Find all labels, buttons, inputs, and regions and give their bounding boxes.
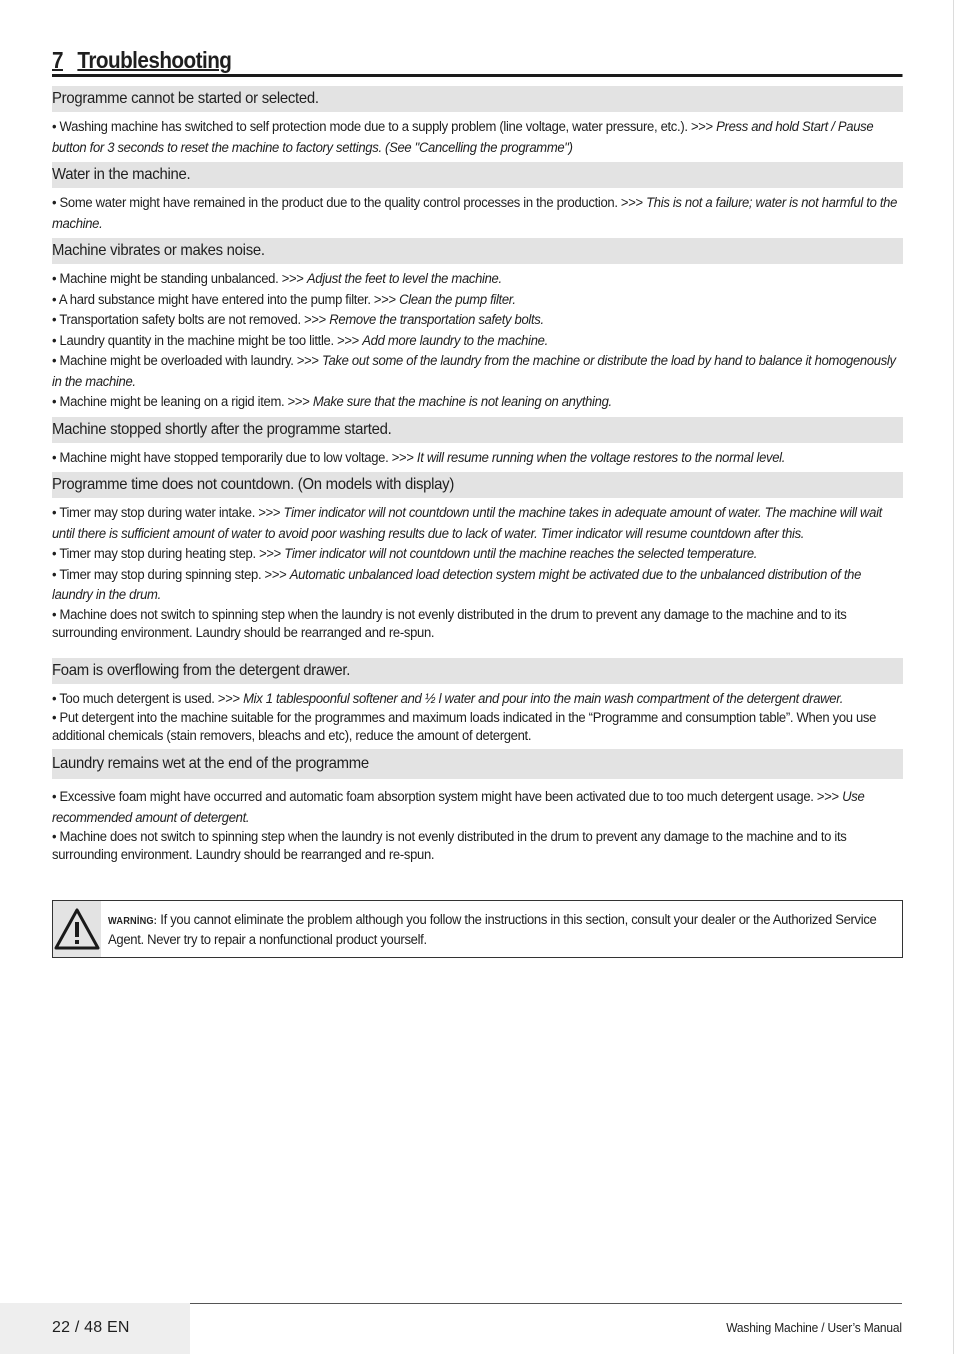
list-item: • Excessive foam might have occurred and automatic foam absorption system might have been activated due to too much detergent usage. >>> Use recommended amount of detergent. <box>52 789 865 826</box>
list-item: • Machine might have stopped temporarily due to low voltage. >>> It will resume running when the voltage restores to the normal level. <box>52 449 786 466</box>
section-heading: Foam is overflowing from the detergent drawer. <box>52 658 903 684</box>
section-vibrates-noise <box>52 238 903 417</box>
list-item: • Washing machine has switched to self protection mode due to a supply problem (line voltage, water pressure, etc.). >>> Press and hold Start / Pause button for 3 seconds to reset the machine to factory settings. (See "Cancelling the programme") <box>52 119 874 156</box>
section-heading: Water in the machine. <box>52 162 903 188</box>
footer-divider <box>190 1303 902 1304</box>
list-item: • Too much detergent is used. >>> Mix 1 tablespoonful softener and ½ l water and pour into the main wash compartment of the detergent drawer. <box>52 690 844 707</box>
warning-body: If you cannot eliminate the problem although you follow the instructions in this section, consult your dealer or the Authorized Service Agent. Never try to repair a nonfunctional product yourself. <box>108 912 877 948</box>
warning-label: WARNİNG: <box>108 916 158 927</box>
page-number: 22 / 48 EN <box>52 1319 130 1336</box>
list-item: • Machine does not switch to spinning step when the laundry is not evenly distributed in the drum to prevent any damage to the machine and to its surrounding environment. Laundry should be rearranged and re-spun. <box>52 829 847 863</box>
section-heading: Programme cannot be started or selected. <box>52 86 903 112</box>
section-programme-not-started <box>52 86 903 162</box>
list-item: • Timer may stop during water intake. >>> Timer indicator will not countdown until the machine takes in adequate amount of water. The machine will wait until there is sufficient amount of water to avoid poor washing results due to lack of water. Timer indicator will resume countdown after this. <box>52 505 882 542</box>
chapter-title: Troubleshooting <box>77 47 232 73</box>
section-foam-overflowing <box>52 658 903 750</box>
document-title: Washing Machine / User’s Manual <box>726 1320 902 1335</box>
warning-text <box>101 901 954 957</box>
warning-triangle-icon <box>53 907 101 951</box>
section-laundry-wet <box>52 749 903 868</box>
list-item: • Transportation safety bolts are not removed. >>> Remove the transportation safety bolts. <box>52 312 544 328</box>
list-item: • Timer may stop during heating step. >>> Timer indicator will not countdown until the machine reaches the selected temperature. <box>52 546 758 562</box>
list-item: • Machine does not switch to spinning step when the laundry is not evenly distributed in the drum to prevent any damage to the machine and to its surrounding environment. Laundry should be rearranged and re-spun. <box>52 606 847 641</box>
section-heading: Machine vibrates or makes noise. <box>52 238 903 264</box>
list-item: • Timer may stop during spinning step. >>> Automatic unbalanced load detection system might be activated due to the unbalanced distribution of the laundry in the drum. <box>52 566 862 603</box>
chapter-heading <box>52 46 903 77</box>
list-item: • Some water might have remained in the product due to the quality control processes in the production. >>> This is not a failure; water is not harmful to the machine. <box>52 195 898 232</box>
warning-box <box>52 900 903 958</box>
list-item: • Machine might be overloaded with laundry. >>> Take out some of the laundry from the machine or distribute the load by hand to balance it homogenously in the machine. <box>52 353 896 390</box>
warning-icon-box <box>53 901 101 957</box>
section-heading: Machine stopped shortly after the programme started. <box>52 417 903 443</box>
section-heading: Laundry remains wet at the end of the programme <box>52 749 903 779</box>
section-heading: Programme time does not countdown. (On models with display) <box>52 472 903 498</box>
section-time-no-countdown <box>52 472 903 646</box>
list-item: • Put detergent into the machine suitable for the programmes and maximum loads indicated in the “Programme and consumption table”. When you use additional chemicals (stain removers, bleachs and etc), reduce the amount of detergent. <box>52 710 877 744</box>
section-stopped-shortly <box>52 417 903 473</box>
section-water-in-machine <box>52 162 903 238</box>
list-item: • Machine might be leaning on a rigid item. >>> Make sure that the machine is not leaning on anything. <box>52 394 612 410</box>
chapter-number: 7 <box>52 47 63 73</box>
list-item: • Laundry quantity in the machine might be too little. >>> Add more laundry to the machine. <box>52 332 548 349</box>
page-content <box>52 46 903 868</box>
list-item: • Machine might be standing unbalanced. >>> Adjust the feet to level the machine. <box>52 271 502 287</box>
list-item: • A hard substance might have entered into the pump filter. >>> Clean the pump filter. <box>52 291 516 308</box>
